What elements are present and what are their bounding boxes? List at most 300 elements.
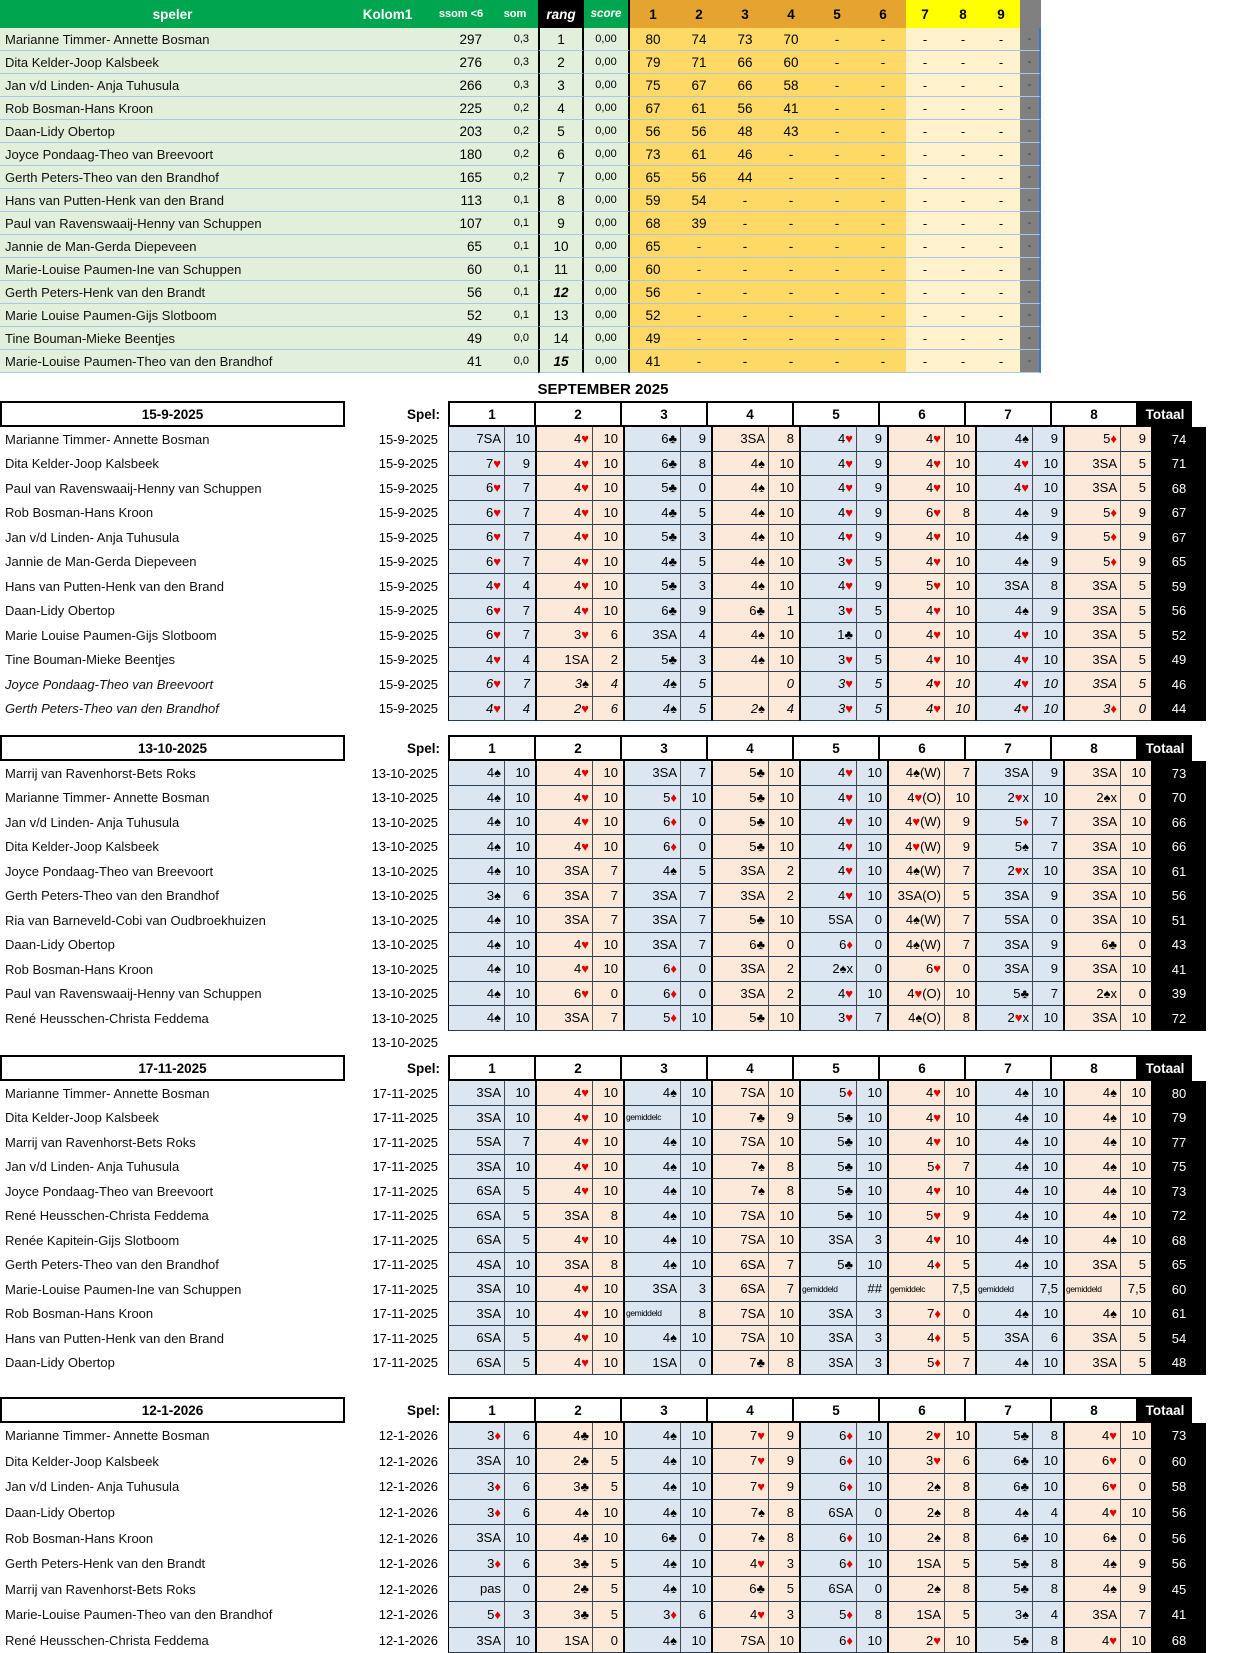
- contract-cell[interactable]: 4 ♥: [536, 835, 592, 860]
- player-name-cell[interactable]: Gerth Peters-Theo van den Brandhof: [0, 1253, 345, 1278]
- trick-score-cell[interactable]: 4: [592, 672, 624, 697]
- gray-cell[interactable]: -: [1020, 189, 1041, 212]
- total-cell[interactable]: 67: [1152, 501, 1206, 526]
- contract-cell[interactable]: 5♣: [800, 1106, 856, 1131]
- score-cell[interactable]: 0,00: [584, 304, 630, 327]
- contract-cell[interactable]: 4 ♥: [536, 1277, 592, 1302]
- contract-cell[interactable]: 6♣: [624, 599, 680, 624]
- player-name-cell[interactable]: Marianne Timmer- Annette Bosman: [0, 786, 345, 811]
- total-cell[interactable]: 56: [1152, 599, 1206, 624]
- trick-score-cell[interactable]: 6: [504, 1423, 536, 1449]
- trick-score-cell[interactable]: 7: [504, 623, 536, 648]
- trick-score-cell[interactable]: 5: [592, 1449, 624, 1475]
- trick-score-cell[interactable]: ##: [856, 1277, 888, 1302]
- contract-cell[interactable]: 3SA: [448, 1155, 504, 1180]
- spel-col-header-4[interactable]: 4: [706, 1397, 794, 1423]
- contract-cell[interactable]: 6 ♦: [800, 1525, 856, 1551]
- month-score-cell[interactable]: -: [768, 350, 814, 373]
- contract-cell[interactable]: 4♠: [624, 1551, 680, 1577]
- trick-score-cell[interactable]: 10: [1032, 1081, 1064, 1106]
- trick-score-cell[interactable]: 6: [944, 1449, 976, 1475]
- contract-cell[interactable]: 2 ♥ x: [976, 859, 1032, 884]
- som6-cell[interactable]: 203: [430, 120, 492, 143]
- contract-cell[interactable]: 6SA: [448, 1326, 504, 1351]
- trick-score-cell[interactable]: 0: [768, 933, 800, 958]
- player-name-cell[interactable]: Paul van Ravenswaaij-Henny van Schuppen: [0, 982, 345, 1007]
- month-score-cell[interactable]: -: [722, 212, 768, 235]
- contract-cell[interactable]: 5 ♦: [624, 1006, 680, 1031]
- spel-col-header-3[interactable]: 3: [620, 1397, 708, 1423]
- contract-cell[interactable]: 4♠: [624, 1155, 680, 1180]
- som6-cell[interactable]: 113: [430, 189, 492, 212]
- trick-score-cell[interactable]: 10: [768, 1228, 800, 1253]
- contract-cell[interactable]: 4♠: [1064, 1179, 1120, 1204]
- month-score-cell[interactable]: -: [906, 51, 944, 74]
- col-header-som[interactable]: som: [492, 0, 538, 28]
- contract-cell[interactable]: 4♠: [448, 933, 504, 958]
- contract-cell[interactable]: 4♠: [976, 1081, 1032, 1106]
- total-cell[interactable]: 45: [1152, 1577, 1206, 1603]
- trick-score-cell[interactable]: 0: [1120, 1525, 1152, 1551]
- contract-cell[interactable]: 3SA: [448, 1628, 504, 1653]
- trick-score-cell[interactable]: 10: [944, 550, 976, 575]
- contract-cell[interactable]: 3SA: [1064, 623, 1120, 648]
- total-cell[interactable]: 44: [1152, 697, 1206, 722]
- player-name-cell[interactable]: Hans van Putten-Henk van den Brand: [0, 189, 345, 212]
- month-score-cell[interactable]: -: [906, 120, 944, 143]
- month-score-cell[interactable]: -: [768, 143, 814, 166]
- contract-cell[interactable]: 1SA: [888, 1551, 944, 1577]
- kolom1-cell[interactable]: [345, 281, 430, 304]
- som-cell[interactable]: 0,0: [492, 327, 538, 350]
- trick-score-cell[interactable]: 0: [944, 957, 976, 982]
- month-score-cell[interactable]: -: [860, 350, 906, 373]
- trick-score-cell[interactable]: 7: [592, 859, 624, 884]
- trick-score-cell[interactable]: 10: [592, 1130, 624, 1155]
- month-score-cell[interactable]: -: [860, 281, 906, 304]
- contract-cell[interactable]: 3SA: [1064, 599, 1120, 624]
- trick-score-cell[interactable]: 10: [768, 835, 800, 860]
- month-score-cell[interactable]: -: [768, 281, 814, 304]
- kolom1-cell[interactable]: [345, 51, 430, 74]
- date-cell[interactable]: 17-11-2025: [345, 1179, 448, 1204]
- total-cell[interactable]: 74: [1152, 427, 1206, 452]
- trick-score-cell[interactable]: 9: [856, 525, 888, 550]
- contract-cell[interactable]: 3SA: [976, 574, 1032, 599]
- month-score-cell[interactable]: 71: [676, 51, 722, 74]
- month-score-cell[interactable]: -: [982, 189, 1020, 212]
- month-score-cell[interactable]: -: [982, 166, 1020, 189]
- contract-cell[interactable]: 4♣: [624, 550, 680, 575]
- trick-score-cell[interactable]: 10: [680, 1500, 712, 1526]
- rang-cell[interactable]: 1: [538, 28, 584, 51]
- contract-cell[interactable]: 4♠: [448, 835, 504, 860]
- trick-score-cell[interactable]: 10: [592, 1228, 624, 1253]
- contract-cell[interactable]: 3♣: [536, 1474, 592, 1500]
- trick-score-cell[interactable]: 10: [856, 982, 888, 1007]
- trick-score-cell[interactable]: 10: [856, 1474, 888, 1500]
- contract-cell[interactable]: 4♠: [1064, 1106, 1120, 1131]
- month-score-cell[interactable]: -: [860, 97, 906, 120]
- contract-cell[interactable]: 2♠: [888, 1577, 944, 1603]
- trick-score-cell[interactable]: 10: [944, 623, 976, 648]
- trick-score-cell[interactable]: 5: [1120, 599, 1152, 624]
- contract-cell[interactable]: 4♠: [712, 452, 768, 477]
- contract-cell[interactable]: 4 ♥: [536, 1106, 592, 1131]
- contract-cell[interactable]: 4 ♥: [536, 957, 592, 982]
- month-score-cell[interactable]: 43: [768, 120, 814, 143]
- trick-score-cell[interactable]: 5: [680, 501, 712, 526]
- trick-score-cell[interactable]: 9: [856, 476, 888, 501]
- trick-score-cell[interactable]: 10: [1120, 1500, 1152, 1526]
- contract-cell[interactable]: 4 ♥: [712, 1551, 768, 1577]
- spel-col-header-3[interactable]: 3: [620, 735, 708, 761]
- trick-score-cell[interactable]: 10: [1120, 1423, 1152, 1449]
- trick-score-cell[interactable]: 6: [1032, 1326, 1064, 1351]
- trick-score-cell[interactable]: 7: [944, 859, 976, 884]
- contract-cell[interactable]: 4 ♥: [976, 672, 1032, 697]
- contract-cell[interactable]: 4♠: [624, 1130, 680, 1155]
- player-name-cell[interactable]: Jan v/d Linden- Anja Tuhusula: [0, 74, 345, 97]
- score-cell[interactable]: 0,00: [584, 189, 630, 212]
- date-cell[interactable]: 13-10-2025: [345, 982, 448, 1007]
- date-cell[interactable]: 12-1-2026: [345, 1602, 448, 1628]
- trick-score-cell[interactable]: 10: [680, 786, 712, 811]
- trick-score-cell[interactable]: 5: [504, 1204, 536, 1229]
- contract-cell[interactable]: gemiddeld: [624, 1302, 680, 1327]
- contract-cell[interactable]: 4 ♥ (W): [888, 810, 944, 835]
- contract-cell[interactable]: 4♠: [712, 574, 768, 599]
- gray-cell[interactable]: -: [1020, 212, 1041, 235]
- contract-cell[interactable]: 6 ♦: [800, 1474, 856, 1500]
- contract-cell[interactable]: 3SA: [536, 859, 592, 884]
- month-score-cell[interactable]: -: [814, 189, 860, 212]
- date-cell[interactable]: 15-9-2025: [345, 476, 448, 501]
- contract-cell[interactable]: 6 ♥: [448, 672, 504, 697]
- contract-cell[interactable]: 4 ♥: [888, 452, 944, 477]
- month-score-cell[interactable]: -: [676, 235, 722, 258]
- score-cell[interactable]: 0,00: [584, 166, 630, 189]
- month-score-cell[interactable]: -: [722, 327, 768, 350]
- month-score-cell[interactable]: -: [944, 212, 982, 235]
- contract-cell[interactable]: 4♠: [1064, 1577, 1120, 1603]
- date-cell[interactable]: 13-10-2025: [345, 786, 448, 811]
- contract-cell[interactable]: 2♠x: [1064, 982, 1120, 1007]
- contract-cell[interactable]: 4♠: [976, 1179, 1032, 1204]
- trick-score-cell[interactable]: 9: [1032, 884, 1064, 909]
- trick-score-cell[interactable]: 7: [504, 672, 536, 697]
- trick-score-cell[interactable]: 5: [592, 1602, 624, 1628]
- contract-cell[interactable]: 4♠: [448, 908, 504, 933]
- contract-cell[interactable]: 2♠x: [1064, 786, 1120, 811]
- player-name-cell[interactable]: Rob Bosman-Hans Kroon: [0, 1302, 345, 1327]
- contract-cell[interactable]: 4 ♥: [888, 1081, 944, 1106]
- contract-cell[interactable]: 1SA: [888, 1602, 944, 1628]
- trick-score-cell[interactable]: 10: [504, 1106, 536, 1131]
- trick-score-cell[interactable]: 8: [768, 1179, 800, 1204]
- trick-score-cell[interactable]: 10: [856, 835, 888, 860]
- contract-cell[interactable]: 4 ♥: [976, 476, 1032, 501]
- month-score-cell[interactable]: -: [982, 212, 1020, 235]
- player-name-cell[interactable]: Dita Kelder-Joop Kalsbeek: [0, 452, 345, 477]
- contract-cell[interactable]: 4♠: [624, 1449, 680, 1475]
- trick-score-cell[interactable]: 0: [592, 1628, 624, 1653]
- contract-cell[interactable]: 5♣: [976, 1551, 1032, 1577]
- contract-cell[interactable]: 4♠: [624, 1081, 680, 1106]
- trick-score-cell[interactable]: 10: [680, 1179, 712, 1204]
- contract-cell[interactable]: 5 ♦: [448, 1602, 504, 1628]
- month-score-cell[interactable]: -: [860, 258, 906, 281]
- trick-score-cell[interactable]: 10: [856, 1179, 888, 1204]
- contract-cell[interactable]: 4♠: [448, 982, 504, 1007]
- trick-score-cell[interactable]: 10: [592, 574, 624, 599]
- contract-cell[interactable]: 4 ♥: [536, 599, 592, 624]
- contract-cell[interactable]: 5♣: [800, 1179, 856, 1204]
- contract-cell[interactable]: 3SA: [1064, 810, 1120, 835]
- trick-score-cell[interactable]: 9: [1032, 427, 1064, 452]
- contract-cell[interactable]: 3SA: [1064, 1326, 1120, 1351]
- trick-score-cell[interactable]: 8: [680, 1302, 712, 1327]
- month-score-cell[interactable]: -: [814, 327, 860, 350]
- date-cell[interactable]: 12-1-2026: [345, 1474, 448, 1500]
- contract-cell[interactable]: 1SA: [624, 1351, 680, 1376]
- trick-score-cell[interactable]: 7: [680, 884, 712, 909]
- contract-cell[interactable]: 2♠: [712, 697, 768, 722]
- month-score-cell[interactable]: -: [906, 281, 944, 304]
- total-cell[interactable]: 46: [1152, 672, 1206, 697]
- month-score-cell[interactable]: 68: [630, 212, 676, 235]
- player-name-cell[interactable]: Jannie de Man-Gerda Diepeveen: [0, 235, 345, 258]
- trick-score-cell[interactable]: 10: [592, 476, 624, 501]
- trick-score-cell[interactable]: 7: [504, 525, 536, 550]
- trick-score-cell[interactable]: 0: [680, 1351, 712, 1376]
- date-cell[interactable]: 17-11-2025: [345, 1253, 448, 1278]
- total-cell[interactable]: 41: [1152, 1602, 1206, 1628]
- contract-cell[interactable]: 3SA: [1064, 476, 1120, 501]
- trick-score-cell[interactable]: 10: [1032, 1155, 1064, 1180]
- date-cell[interactable]: 17-11-2025: [345, 1302, 448, 1327]
- trick-score-cell[interactable]: 7: [768, 1277, 800, 1302]
- contract-cell[interactable]: 4♠: [976, 1500, 1032, 1526]
- month-score-cell[interactable]: -: [768, 235, 814, 258]
- trick-score-cell[interactable]: 10: [944, 697, 976, 722]
- month-score-cell[interactable]: 61: [676, 97, 722, 120]
- gray-cell[interactable]: -: [1020, 166, 1041, 189]
- trick-score-cell[interactable]: 9: [1032, 501, 1064, 526]
- date-cell[interactable]: 15-9-2025: [345, 599, 448, 624]
- rang-cell[interactable]: 5: [538, 120, 584, 143]
- contract-cell[interactable]: 4♠: [1064, 1130, 1120, 1155]
- trick-score-cell[interactable]: 0: [1120, 1449, 1152, 1475]
- rang-cell[interactable]: 12: [538, 281, 584, 304]
- som-cell[interactable]: 0,2: [492, 120, 538, 143]
- contract-cell[interactable]: 4♠: [976, 501, 1032, 526]
- contract-cell[interactable]: 6 ♦: [624, 982, 680, 1007]
- month-score-cell[interactable]: -: [982, 350, 1020, 373]
- month-score-cell[interactable]: 67: [676, 74, 722, 97]
- trick-score-cell[interactable]: 6: [504, 1474, 536, 1500]
- contract-cell[interactable]: 4 ♥: [536, 1351, 592, 1376]
- col-header-2[interactable]: 2: [676, 0, 722, 28]
- trick-score-cell[interactable]: 9: [768, 1474, 800, 1500]
- contract-cell[interactable]: 3SA: [712, 859, 768, 884]
- trick-score-cell[interactable]: 5: [1120, 574, 1152, 599]
- score-cell[interactable]: 0,00: [584, 51, 630, 74]
- trick-score-cell[interactable]: 10: [592, 1277, 624, 1302]
- total-cell[interactable]: 68: [1152, 476, 1206, 501]
- trick-score-cell[interactable]: 10: [768, 501, 800, 526]
- contract-cell[interactable]: gemiddeld: [800, 1277, 856, 1302]
- contract-cell[interactable]: 3SA: [536, 908, 592, 933]
- trick-score-cell[interactable]: 10: [768, 476, 800, 501]
- trick-score-cell[interactable]: 0: [856, 908, 888, 933]
- kolom1-cell[interactable]: [345, 28, 430, 51]
- trick-score-cell[interactable]: 9: [1120, 1577, 1152, 1603]
- trick-score-cell[interactable]: 0: [680, 476, 712, 501]
- month-score-cell[interactable]: 61: [676, 143, 722, 166]
- player-name-cell[interactable]: Hans van Putten-Henk van den Brand: [0, 1326, 345, 1351]
- trick-score-cell[interactable]: 6: [680, 1602, 712, 1628]
- rang-cell[interactable]: 6: [538, 143, 584, 166]
- trick-score-cell[interactable]: 10: [944, 672, 976, 697]
- month-score-cell[interactable]: -: [944, 120, 982, 143]
- total-cell[interactable]: 73: [1152, 761, 1206, 786]
- contract-cell[interactable]: 4♠: [624, 1423, 680, 1449]
- trick-score-cell[interactable]: 10: [592, 761, 624, 786]
- spel-col-header-7[interactable]: 7: [964, 1055, 1052, 1081]
- contract-cell[interactable]: 5SA: [800, 908, 856, 933]
- month-score-cell[interactable]: 56: [676, 166, 722, 189]
- contract-cell[interactable]: 2 ♥: [888, 1423, 944, 1449]
- col-header-3[interactable]: 3: [722, 0, 768, 28]
- month-score-cell[interactable]: -: [906, 143, 944, 166]
- trick-score-cell[interactable]: 7: [944, 761, 976, 786]
- contract-cell[interactable]: 3SA: [1064, 672, 1120, 697]
- month-score-cell[interactable]: -: [982, 327, 1020, 350]
- contract-cell[interactable]: 6 ♥: [888, 501, 944, 526]
- contract-cell[interactable]: 5♣: [624, 574, 680, 599]
- contract-cell[interactable]: gemiddelc: [888, 1277, 944, 1302]
- date-cell[interactable]: 15-9-2025: [345, 501, 448, 526]
- spel-col-header-5[interactable]: 5: [792, 1397, 880, 1423]
- contract-cell[interactable]: 4♠: [976, 1253, 1032, 1278]
- date-cell[interactable]: 12-1-2026: [345, 1449, 448, 1475]
- trick-score-cell[interactable]: 10: [1032, 1525, 1064, 1551]
- trick-score-cell[interactable]: 9: [944, 835, 976, 860]
- trick-score-cell[interactable]: 10: [504, 1525, 536, 1551]
- trick-score-cell[interactable]: 5: [504, 1351, 536, 1376]
- trick-score-cell[interactable]: 10: [768, 810, 800, 835]
- contract-cell[interactable]: 3SA: [448, 1525, 504, 1551]
- contract-cell[interactable]: 6♣: [712, 933, 768, 958]
- contract-cell[interactable]: 5 ♦: [888, 1155, 944, 1180]
- contract-cell[interactable]: 4 ♥: [536, 761, 592, 786]
- trick-score-cell[interactable]: 10: [504, 1277, 536, 1302]
- trick-score-cell[interactable]: 10: [504, 761, 536, 786]
- contract-cell[interactable]: 3SA: [800, 1228, 856, 1253]
- trick-score-cell[interactable]: 5: [1120, 1326, 1152, 1351]
- trick-score-cell[interactable]: 8: [1032, 1551, 1064, 1577]
- trick-score-cell[interactable]: 6: [504, 884, 536, 909]
- date-cell[interactable]: 13-10-2025: [345, 1006, 448, 1031]
- month-score-cell[interactable]: -: [982, 97, 1020, 120]
- contract-cell[interactable]: 3SA: [624, 761, 680, 786]
- date-cell[interactable]: 15-9-2025: [345, 672, 448, 697]
- date-cell[interactable]: 15-9-2025: [345, 648, 448, 673]
- contract-cell[interactable]: 4 ♥: [1064, 1500, 1120, 1526]
- contract-cell[interactable]: 6 ♥: [1064, 1449, 1120, 1475]
- trick-score-cell[interactable]: 10: [856, 810, 888, 835]
- date-cell[interactable]: 17-11-2025: [345, 1326, 448, 1351]
- contract-cell[interactable]: 3 ♥: [800, 648, 856, 673]
- contract-cell[interactable]: 3 ♥: [888, 1449, 944, 1475]
- month-score-cell[interactable]: -: [814, 51, 860, 74]
- contract-cell[interactable]: 4 ♥: [888, 1130, 944, 1155]
- date-cell[interactable]: 13-10-2025: [345, 908, 448, 933]
- gray-cell[interactable]: -: [1020, 74, 1041, 97]
- contract-cell[interactable]: 4♠: [448, 957, 504, 982]
- trick-score-cell[interactable]: 10: [768, 1006, 800, 1031]
- kolom1-cell[interactable]: [345, 189, 430, 212]
- contract-cell[interactable]: 6SA: [448, 1179, 504, 1204]
- som-cell[interactable]: 0,1: [492, 235, 538, 258]
- month-score-cell[interactable]: -: [944, 235, 982, 258]
- contract-cell[interactable]: 6 ♥: [448, 599, 504, 624]
- contract-cell[interactable]: 5♣: [712, 810, 768, 835]
- trick-score-cell[interactable]: 10: [944, 427, 976, 452]
- month-score-cell[interactable]: -: [814, 212, 860, 235]
- trick-score-cell[interactable]: 10: [1032, 859, 1064, 884]
- trick-score-cell[interactable]: 10: [592, 599, 624, 624]
- trick-score-cell[interactable]: 7,5: [1032, 1277, 1064, 1302]
- contract-cell[interactable]: 7SA: [448, 427, 504, 452]
- contract-cell[interactable]: gemiddelc: [624, 1106, 680, 1131]
- month-score-cell[interactable]: -: [768, 304, 814, 327]
- spel-col-header-3[interactable]: 3: [620, 401, 708, 427]
- total-cell[interactable]: 68: [1152, 1228, 1206, 1253]
- som-cell[interactable]: 0,1: [492, 212, 538, 235]
- trick-score-cell[interactable]: 10: [504, 908, 536, 933]
- contract-cell[interactable]: 5♣: [712, 908, 768, 933]
- date-cell[interactable]: 15-9-2025: [345, 697, 448, 722]
- contract-cell[interactable]: 4♠: [1064, 1081, 1120, 1106]
- trick-score-cell[interactable]: 0: [1120, 933, 1152, 958]
- trick-score-cell[interactable]: 7: [944, 933, 976, 958]
- month-score-cell[interactable]: -: [944, 143, 982, 166]
- trick-score-cell[interactable]: 7: [1120, 1602, 1152, 1628]
- date-cell[interactable]: 15-9-2025: [345, 525, 448, 550]
- contract-cell[interactable]: 4♠: [448, 1006, 504, 1031]
- contract-cell[interactable]: 6♣: [712, 599, 768, 624]
- month-score-cell[interactable]: -: [676, 350, 722, 373]
- trick-score-cell[interactable]: 5: [856, 697, 888, 722]
- contract-cell[interactable]: 4 ♥: [536, 525, 592, 550]
- rang-cell[interactable]: 8: [538, 189, 584, 212]
- contract-cell[interactable]: 4♠(W): [888, 908, 944, 933]
- trick-score-cell[interactable]: 10: [504, 982, 536, 1007]
- date-cell[interactable]: 15-9-2025: [345, 550, 448, 575]
- trick-score-cell[interactable]: 7: [768, 1253, 800, 1278]
- kolom1-cell[interactable]: [345, 304, 430, 327]
- trick-score-cell[interactable]: 10: [944, 1228, 976, 1253]
- total-cell[interactable]: 72: [1152, 1204, 1206, 1229]
- trick-score-cell[interactable]: 8: [768, 1155, 800, 1180]
- trick-score-cell[interactable]: 10: [944, 1423, 976, 1449]
- player-name-cell[interactable]: Renée Kapitein-Gijs Slotboom: [0, 1228, 345, 1253]
- trick-score-cell[interactable]: 5: [680, 859, 712, 884]
- contract-cell[interactable]: 4♠: [624, 859, 680, 884]
- contract-cell[interactable]: 4 ♥: [800, 786, 856, 811]
